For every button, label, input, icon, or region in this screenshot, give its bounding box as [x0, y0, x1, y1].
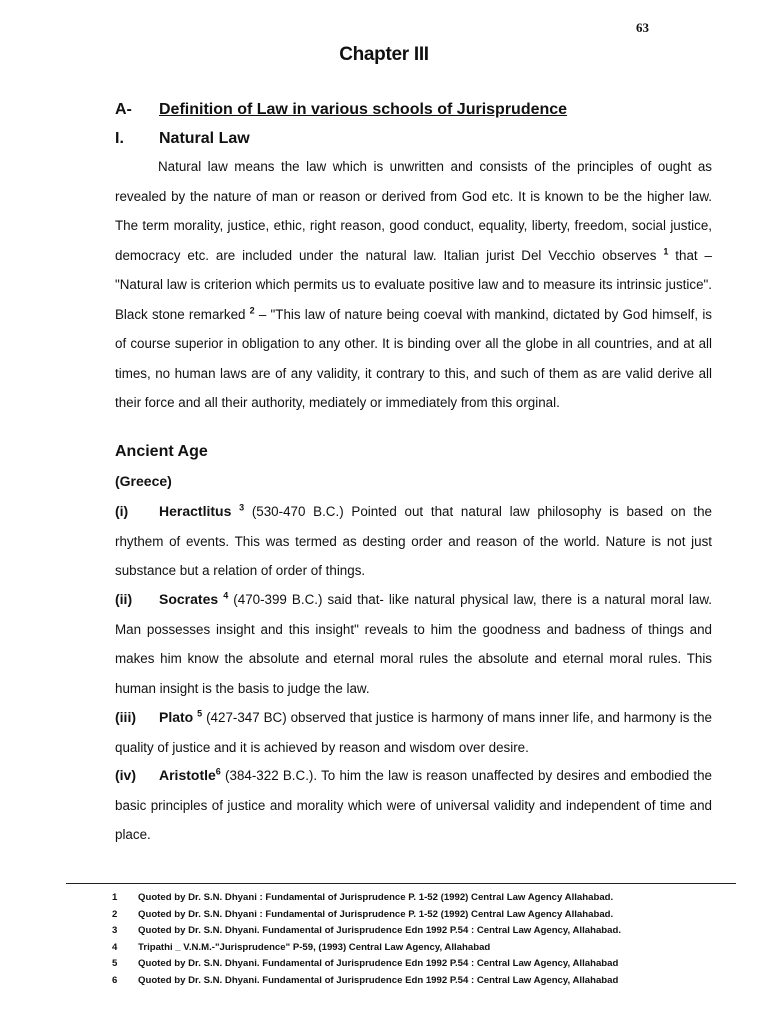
footnote — [112, 923, 732, 940]
item-plato — [115, 703, 712, 762]
section-marker: A- — [115, 101, 132, 118]
subsection-heading — [115, 130, 250, 148]
item-socrates — [115, 585, 712, 703]
item-text: (530-470 B.C.) Pointed out that natural law philosophy is based on the rhythem of events. This was termed as desting order and reason of the world. Nature is not just substance but a relation of order of things. — [115, 504, 712, 578]
footnote-ref-4: 4 — [223, 590, 229, 601]
item-text: (427-347 BC) observed that justice is harmony of mans inner life, and harmony is the quality of justice and it is achieved by reason and wisdom over desire. — [115, 710, 712, 755]
footnote-divider — [66, 883, 736, 884]
section-heading — [115, 101, 567, 119]
footnote — [112, 956, 732, 973]
footnotes-list — [112, 890, 732, 989]
item-marker: (iii) — [115, 709, 136, 725]
footnote-text: Quoted by Dr. S.N. Dhyani : Fundamental of Jurisprudence P. 1-52 (1992) Central Law Agency Allahabad. — [138, 908, 614, 920]
footnote-number: 6 — [112, 974, 118, 986]
intro-text-2: that – "Natural law is criterion which permits us to evaluate positive law and to measure its intrinsic justice". Black stone remarked — [115, 247, 712, 322]
footnote-number: 1 — [112, 892, 118, 903]
item-marker: (ii) — [115, 591, 133, 607]
footnote-number: 2 — [112, 908, 118, 920]
item-name: Aristotle — [159, 767, 216, 783]
footnote-ref-2: 2 — [249, 305, 255, 316]
footnote — [112, 940, 732, 957]
footnote — [112, 890, 732, 907]
item-heractlitus — [115, 497, 712, 586]
chapter-title: Chapter III — [339, 44, 429, 65]
item-text: (384-322 B.C.). To him the law is reason unaffected by desires and embodied the basic principles of justice and morality which were of universal validity and independent of time and place. — [115, 768, 712, 842]
item-aristotle — [115, 761, 712, 850]
footnote-ref-5: 5 — [197, 708, 203, 719]
greece-heading: (Greece) — [115, 473, 172, 489]
subsection-marker: I. — [115, 130, 124, 147]
footnote-text: Tripathi _ V.N.M.-"Jurisprudence" P-59, (1993) Central Law Agency, Allahabad — [138, 941, 491, 953]
footnote-ref-6: 6 — [215, 766, 221, 777]
item-name: Heractlitus — [159, 503, 232, 519]
item-marker: (i) — [115, 503, 129, 519]
item-name: Plato — [159, 709, 194, 725]
footnote-number: 5 — [112, 958, 118, 969]
intro-paragraph — [115, 152, 712, 418]
item-marker: (iv) — [115, 767, 136, 783]
footnote-ref-1: 1 — [663, 246, 669, 257]
page-number: 63 — [636, 20, 649, 35]
footnote-number: 4 — [112, 941, 118, 953]
section-title: Definition of Law in various schools of Jurisprudence — [159, 101, 568, 118]
footnote-text: Quoted by Dr. S.N. Dhyani. Fundamental of Jurisprudence Edn 1992 P.54 : Central Law Agency, Allahabad. — [138, 925, 621, 936]
intro-text-1: Natural law means the law which is unwritten and consists of the principles of ought as revealed by the nature of man or reason or derived from God etc. It is known to be the higher law. The term morality, justice, ethic, right reason, good conduct, equality, liberty, freedom, social justice, democracy etc. are included under the natural law. Italian jurist Del Vecchio observes — [115, 159, 712, 263]
item-text: (470-399 B.C.) said that- like natural physical law, there is a natural moral law. Man possesses insight and this insight" reveals to him the goodness and badness of things and makes him know the absolute and eternal moral rules the absolute and eternal moral rules. This human insight is the basis to judge the law. — [115, 592, 712, 696]
footnote-text: Quoted by Dr. S.N. Dhyani : Fundamental of Jurisprudence P. 1-52 (1992) Central Law Agency Allahabad. — [138, 892, 614, 903]
footnote-number: 3 — [112, 925, 118, 936]
footnote — [112, 973, 732, 990]
footnote-ref-3: 3 — [239, 502, 245, 513]
footnote-text: Quoted by Dr. S.N. Dhyani. Fundamental of Jurisprudence Edn 1992 P.54 : Central Law Agency, Allahabad — [138, 958, 619, 969]
item-name: Socrates — [159, 591, 219, 607]
footnote-text: Quoted by Dr. S.N. Dhyani. Fundamental of Jurisprudence Edn 1992 P.54 : Central Law Agency, Allahabad — [138, 974, 619, 986]
ancient-age-heading: Ancient Age — [115, 443, 208, 460]
footnote — [112, 907, 732, 924]
subsection-title: Natural Law — [159, 130, 250, 147]
intro-text-3: – "This law of nature being coeval with mankind, dictated by God himself, is of course superior in obligation to any other. It is binding over all the globe in all countries, and at all times, no human laws are of any validity, it contrary to this, and such of them as are valid derive all their force and all their authority, mediately or immediately from this orginal. — [115, 306, 712, 410]
